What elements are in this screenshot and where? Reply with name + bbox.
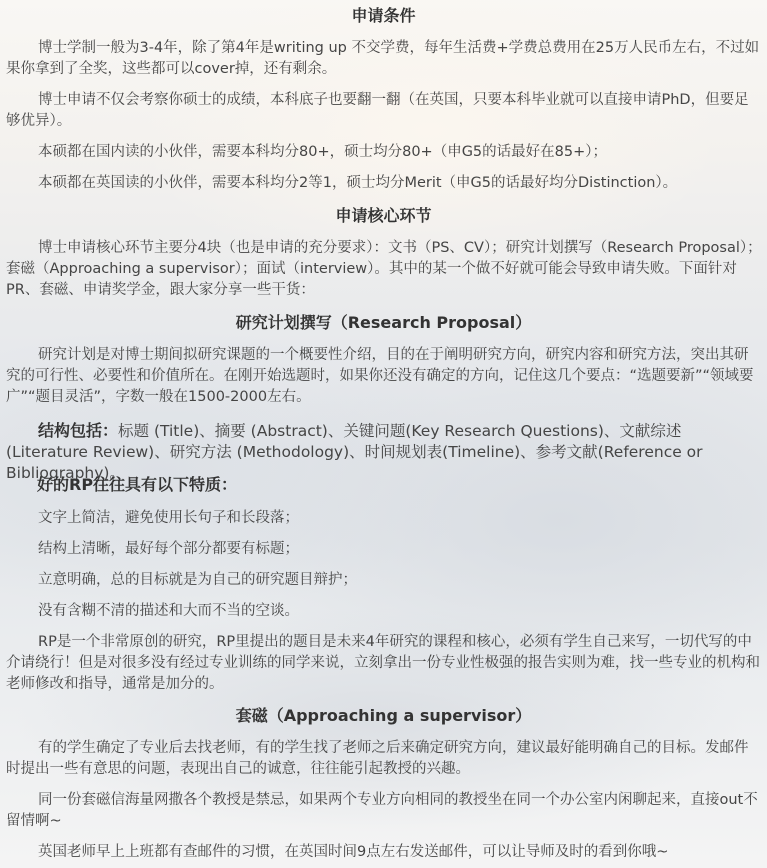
- paragraph: 博士申请核心环节主要分4块（也是申请的充分要求）：文书（PS、CV）；研究计划撰写（Research Proposal）；套磁（Approaching a supervisor）；面试（interview）。其中的某一个做不好就可能会导致申请失败。下面针对PR、套磁、申请奖学金，跟大家分享一些干货：: [6, 240, 762, 298]
- list-item: 没有含糊不清的描述和大而不当的空谈。: [38, 603, 299, 619]
- list-item: 立意明确，总的目标就是为自己的研究题目辩护；: [38, 572, 357, 588]
- list-item: 文字上简洁，避免使用长句子和长段落；: [38, 510, 299, 526]
- paragraph: 博士学制一般为3-4年，除了第4年是writing up 不交学费，每年生活费+学费总费用在25万人民币左右，不过如果你拿到了全奖，这些都可以cover掉，还有剩余。: [6, 40, 760, 77]
- section-title-requirements: 申请条件: [351, 6, 416, 25]
- paragraph: 本硕都在国内读的小伙伴，需要本科均分80+，硕士均分80+（申G5的话最好在85+）；: [38, 144, 608, 160]
- paragraph: 博士申请不仅会考察你硕士的成绩，本科底子也要翻一翻（在英国，只要本科毕业就可以直接申请PhD，但要足够优异）。: [6, 92, 749, 129]
- section-title-research-proposal: 研究计划撰写（Research Proposal）: [235, 313, 532, 332]
- section-title-approaching-supervisor: 套磁（Approaching a supervisor）: [235, 706, 532, 725]
- paragraph: 同一份套磁信海量网撒各个教授是禁忌，如果两个专业方向相同的教授坐在同一个办公室内闲聊起来，直接out不留情啊~: [6, 792, 758, 829]
- list-item: 结构上清晰，最好每个部分都要有标题；: [38, 541, 299, 557]
- structure-label: 结构包括：: [38, 421, 119, 440]
- paragraph: 研究计划是对博士期间拟研究课题的一个概要性介绍，目的在于阐明研究方向，研究内容和研究方法，突出其研究的可行性、必要性和价值所在。在刚开始选题时，如果你还没有确定的方向，记住这几个要点：“选题要新”“领域要广”“题目灵活”，字数一般在1500-2000左右。: [6, 347, 754, 405]
- paragraph: RP是一个非常原创的研究，RP里提出的题目是未来4年研究的课程和核心，必须有学生自己来写，一切代写的中介请绕行！但是对很多没有经过专业训练的同学来说，立刻拿出一份专业性极强的报告实则为难，找一些专业的机构和老师修改和指导，通常是加分的。: [6, 634, 760, 692]
- paragraph: 英国老师早上上班都有查邮件的习惯，在英国时间9点左右发送邮件，可以让导师及时的看到你哦~: [38, 844, 669, 860]
- section-title-core-steps: 申请核心环节: [335, 206, 432, 225]
- paragraph: 本硕都在英国读的小伙伴，需要本科均分2等1，硕士均分Merit（申G5的话最好均分Distinction）。: [38, 175, 678, 191]
- paragraph: 有的学生确定了专业后去找老师，有的学生找了老师之后来确定研究方向，建议最好能明确自己的目标。发邮件时提出一些有意思的问题，表现出自己的诚意，往往能引起教授的兴趣。: [6, 740, 749, 777]
- qualities-heading: 好的RP往往具有以下特质：: [37, 475, 238, 494]
- structure-text: 标题 (Title)、摘要 (Abstract)、关键问题(Key Research Questions)、文献综述 (Literature Review)、研究方法 (Methodology)、时间规划表(Timeline)、参考文献(Reference or Bibliography)。: [6, 422, 703, 482]
